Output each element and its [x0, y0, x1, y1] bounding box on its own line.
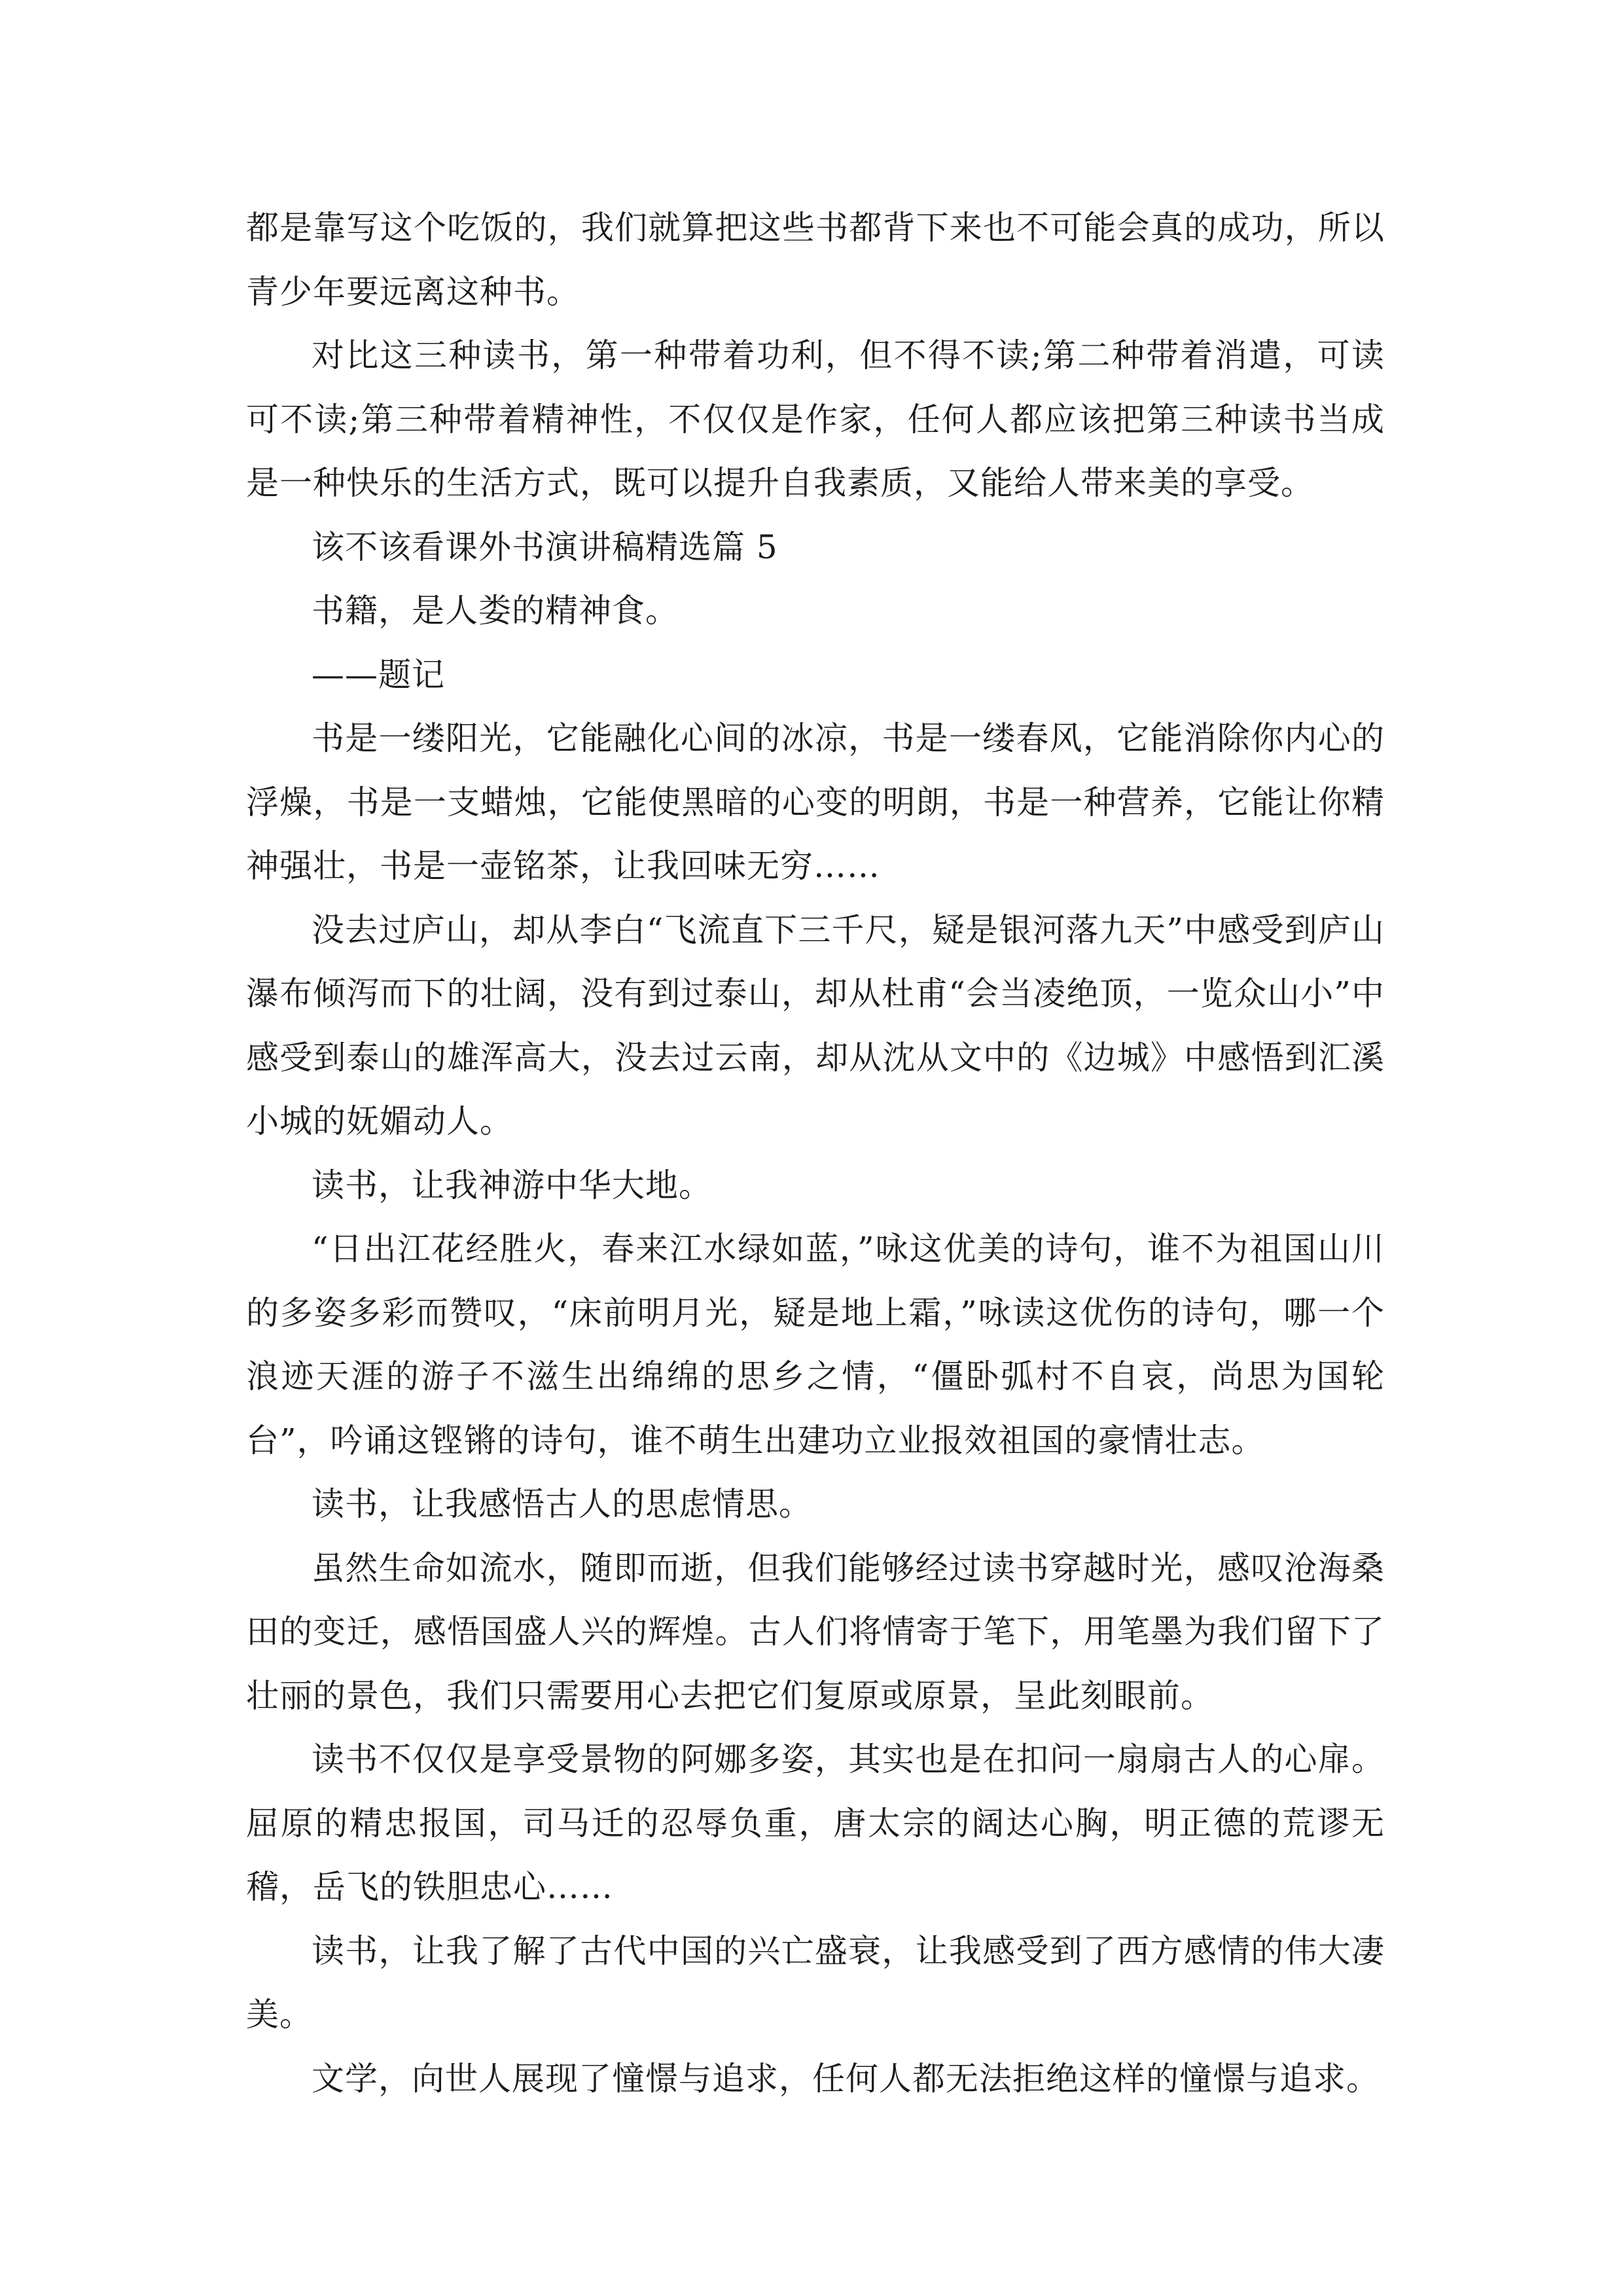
paragraph-short-statement: 读书，让我了解了古代中国的兴亡盛衰，让我感受到了西方感情的伟大凄美。	[246, 1931, 1385, 2034]
epigraph-attribution: ——题记	[312, 655, 445, 694]
epigraph: 书籍，是人娄的精神食。	[312, 592, 679, 630]
paragraph-continuation: 都是靠写这个吃饭的，我们就算把这些书都背下来也不可能会真的成功，所以青少年要远离这种书。	[246, 209, 1385, 311]
paragraph-short-statement: 读书，让我神游中华大地。	[312, 1166, 712, 1204]
section-heading: 该不该看课外书演讲稿精选篇 5	[312, 528, 778, 566]
document-page	[246, 196, 1385, 2111]
paragraph-poem-quotes: “日出江花经胜火，春来江水绿如蓝，”咏这优美的诗句，谁不为祖国山川的多姿多彩而赞叹，“床前明月光，疑是地上霜，”咏读这优伤的诗句，哪一个浪迹天涯的游子不滋生出绵绵的思乡之情，“僵卧弧村不自哀，尚思为国轮台”，吟诵这铿锵的诗句，谁不萌生出建功立业报效祖国的豪情壮志。	[246, 1230, 1385, 1460]
paragraph-historical-figures: 读书不仅仅是享受景物的阿娜多姿，其实也是在扣问一扇扇古人的心扉。屈原的精忠报国，司马迁的忍辱负重，唐太宗的阔达心胸，明正德的荒谬无稽，岳飞的铁胆忠心……	[246, 1740, 1385, 1906]
paragraph-book-metaphors: 书是一缕阳光，它能融化心间的冰凉，书是一缕春风，它能消除你内心的浮燥，书是一支蜡烛，它能使黑暗的心变的明朗，书是一种营养，它能让你精神强壮，书是一壶铭茶，让我回味无穷……	[246, 719, 1385, 885]
paragraph-travel-through-poems: 没去过庐山，却从李白“飞流直下三千尺，疑是银河落九天”中感受到庐山瀑布倾泻而下的壮阔，没有到过泰山，却从杜甫“会当凌绝顶，一览众山小”中感受到泰山的雄浑高大，没去过云南，却从沈从文中的《边城》中感悟到汇溪小城的妩媚动人。	[246, 910, 1385, 1140]
paragraph-time-travel: 虽然生命如流水，随即而逝，但我们能够经过读书穿越时光，感叹沧海桑田的变迁，感悟国盛人兴的辉煌。古人们将情寄于笔下，用笔墨为我们留下了壮丽的景色，我们只需要用心去把它们复原或原景，呈此刻眼前。	[246, 1549, 1385, 1715]
paragraph-literature: 文学，向世人展现了憧憬与追求，任何人都无法拒绝这样的憧憬与追求。	[312, 2059, 1380, 2098]
paragraph-comparison: 对比这三种读书，第一种带着功利，但不得不读;第二种带着消遣，可读可不读;第三种带着精神性，不仅仅是作家，任何人都应该把第三种读书当成是一种快乐的生活方式，既可以提升自我素质，又能给人带来美的享受。	[246, 336, 1385, 502]
paragraph-short-statement: 读书，让我感悟古人的思虑情思。	[312, 1485, 812, 1523]
